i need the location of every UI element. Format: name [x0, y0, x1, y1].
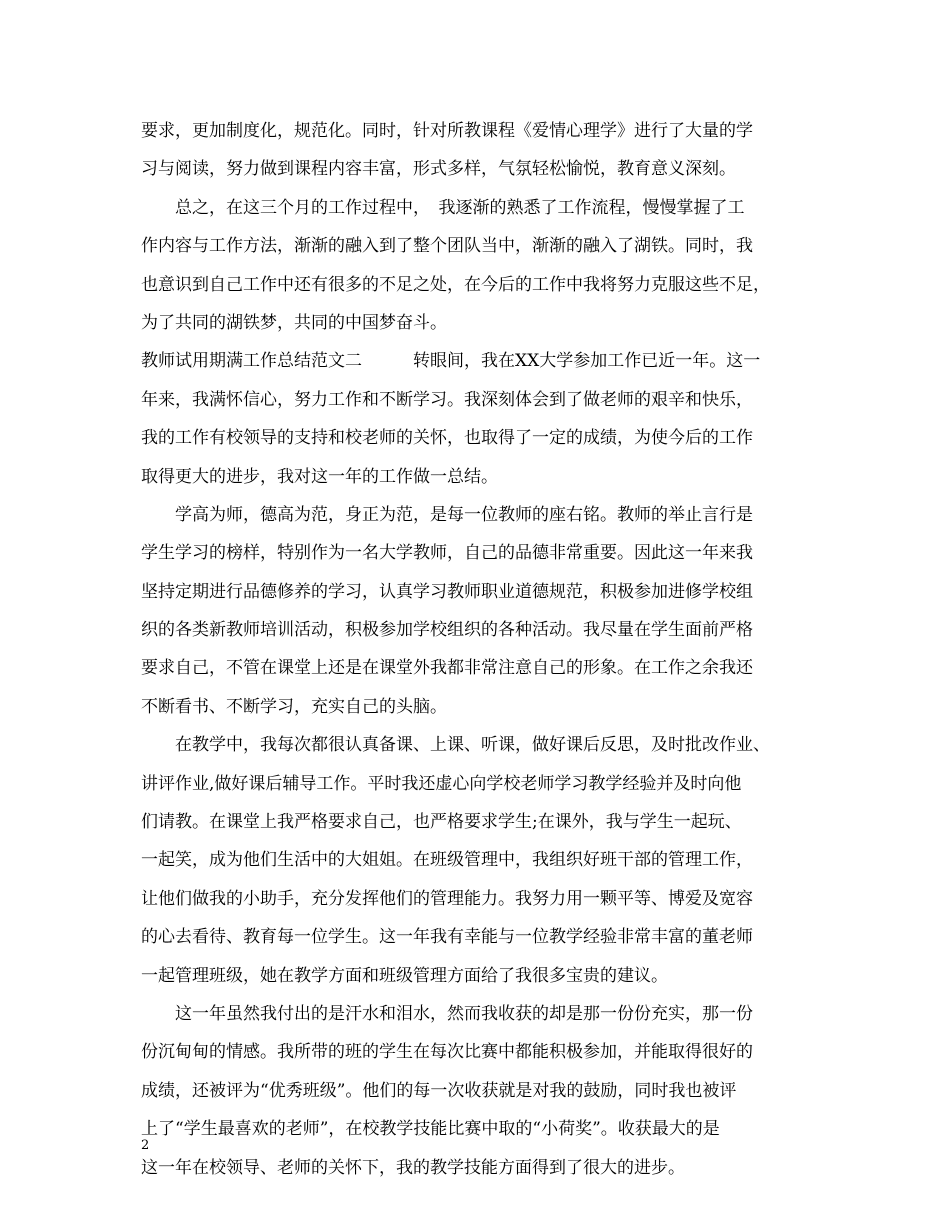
text-line: 一起管理班级，她在教学方面和班级管理方面给了我很多宝贵的建议。: [141, 965, 668, 986]
text-line: 讲评作业,做好课后辅导工作。平时我还虚心向学校老师学习教学经验并及时向他: [141, 773, 742, 794]
text-line: 一起笑，成为他们生活中的大姐姐。在班级管理中，我组织好班干部的管理工作，: [141, 850, 753, 871]
text-line: 也意识到自己工作中还有很多的不足之处，在今后的工作中我将努力克服这些不足，: [141, 274, 770, 295]
text-line: 的心去看待、教育每一位学生。这一年我有幸能与一位教学经验非常丰富的董老师: [141, 927, 753, 948]
text-line: 习与阅读，努力做到课程内容丰富，形式多样，气氛轻松愉悦，教育意义深刻。: [141, 159, 736, 180]
text-line: 上了“学生最喜欢的老师”，在校教学技能比赛中取的“小荷奖”。收获最大的是: [141, 1119, 720, 1140]
text-line: 不断看书、不断学习，充实自己的头脑。: [141, 696, 447, 717]
text-line: 学生学习的榜样，特别作为一名大学教师，自己的品德非常重要。因此这一年来我: [141, 543, 753, 564]
text-line: 成绩，还被评为“优秀班级”。他们的每一次收获就是对我的鼓励，同时我也被评: [141, 1080, 737, 1101]
text-line: 这一年虽然我付出的是汗水和泪水，然而我收获的却是那一份份充实，那一份: [141, 1003, 753, 1024]
body-text: [141, 112, 831, 1187]
text-line: 作内容与工作方法，渐渐的融入到了整个团队当中，渐渐的融入了湖铁。同时，我: [141, 236, 753, 257]
page-number: 2: [141, 1138, 150, 1153]
section-heading-line: 教师试用期满工作总结范文二 转眼间，我在XX大学参加工作已近一年。这一: [141, 351, 761, 372]
text-line: 年来，我满怀信心，努力工作和不断学习。我深刻体会到了做老师的艰辛和快乐，: [141, 389, 753, 410]
text-line: 取得更大的进步，我对这一年的工作做一总结。: [141, 466, 498, 487]
text-line: 份沉甸甸的情感。我所带的班的学生在每次比赛中都能积极参加，并能取得很好的: [141, 1042, 753, 1063]
text-line: 织的各类新教师培训活动，积极参加学校组织的各种活动。我尽量在学生面前严格: [141, 620, 753, 641]
text-line: 学高为师，德高为范，身正为范，是每一位教师的座右铭。教师的举止言行是: [141, 504, 753, 525]
text-line: 为了共同的湖铁梦，共同的中国梦奋斗。: [141, 312, 447, 333]
text-line: 坚持定期进行品德修养的学习，认真学习教师职业道德规范，积极参加进修学校组: [141, 581, 753, 602]
text-line: 总之，在这三个月的工作过程中， 我逐渐的熟悉了工作流程，慢慢掌握了工: [141, 197, 745, 218]
text-line: 让他们做我的小助手，充分发挥他们的管理能力。我努力用一颗平等、博爱及宽容: [141, 888, 753, 909]
text-line: 们请教。在课堂上我严格要求自己，也严格要求学生;在课外，我与学生一起玩、: [141, 812, 742, 833]
text-line: 要求自己，不管在课堂上还是在课堂外我都非常注意自己的形象。在工作之余我还: [141, 658, 753, 679]
text-line: 要求，更加制度化，规范化。同时，针对所教课程《爱情心理学》进行了大量的学: [141, 121, 753, 141]
text-line: 我的工作有校领导的支持和校老师的关怀，也取得了一定的成绩，为使今后的工作: [141, 428, 753, 449]
text-line: 这一年在校领导、老师的关怀下，我的教学技能方面得到了很大的进步。: [141, 1157, 685, 1178]
text-line: 在教学中，我每次都很认真备课、上课、听课，做好课后反思，及时批改作业、: [141, 735, 770, 756]
